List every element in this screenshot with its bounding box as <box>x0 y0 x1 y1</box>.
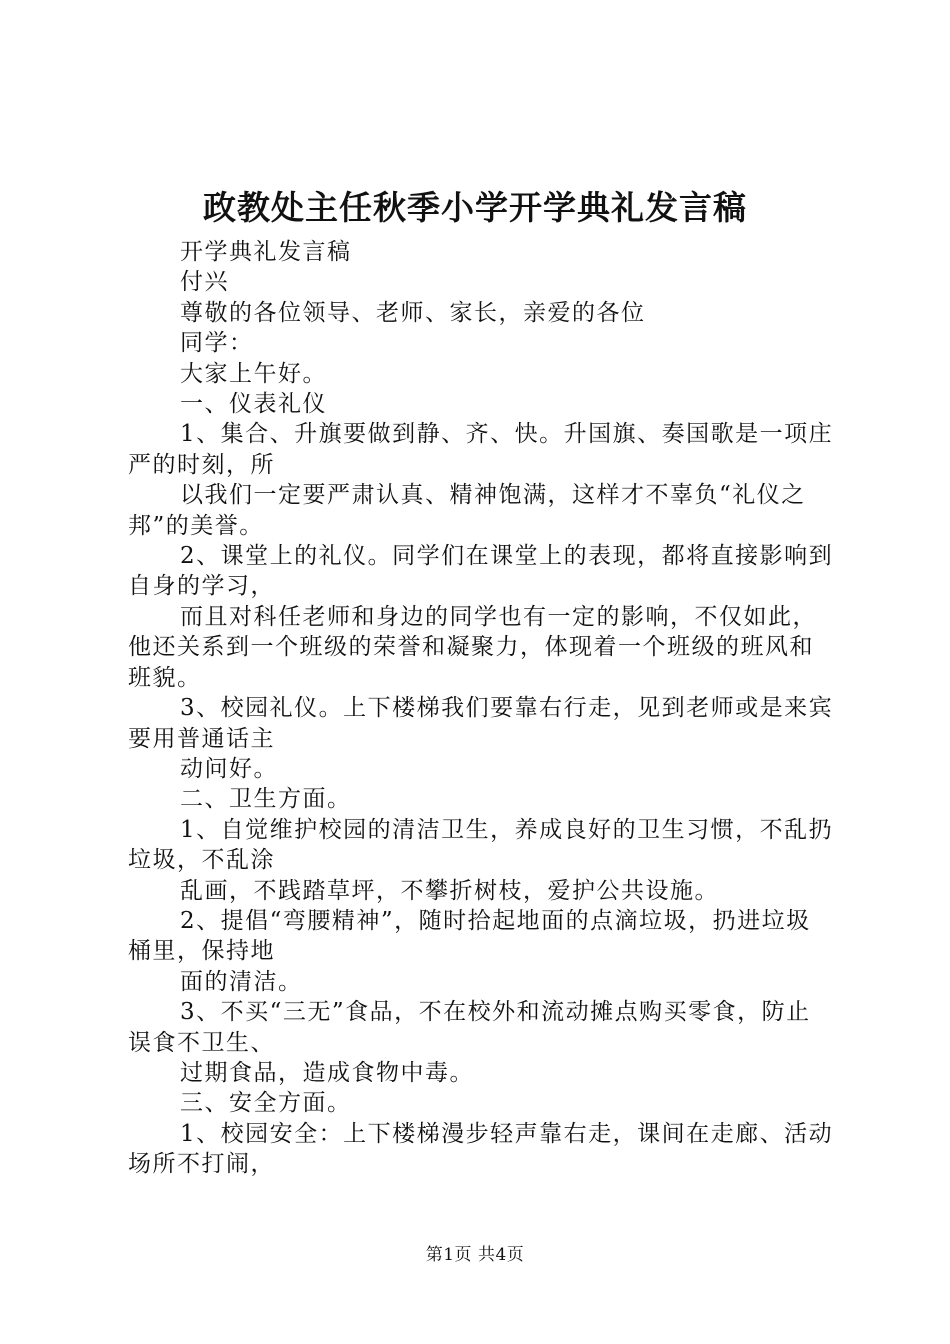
body-paragraph: 尊敬的各位领导、老师、家长，亲爱的各位 <box>180 299 646 326</box>
body-paragraph: 开学典礼发言稿 <box>180 239 352 265</box>
body-paragraph: 动问好。 <box>180 755 278 782</box>
body-paragraph: 面的清洁。 <box>180 968 303 995</box>
body-paragraph: 1、集合、升旗要做到静、齐、快。升国旗、奏国歌是一项庄严的时刻，所 <box>128 421 834 478</box>
body-paragraph: 3、不买“三无”食品，不在校外和流动摊点购买零食，防止误食不卫生、 <box>128 999 811 1056</box>
body-paragraph: 过期食品，造成食物中毒。 <box>180 1059 474 1086</box>
body-paragraph: 三、安全方面。 <box>180 1090 352 1117</box>
body-paragraph: 乱画，不践踏草坪，不攀折树枝，爱护公共设施。 <box>180 877 719 904</box>
body-paragraph: 大家上午好。 <box>180 360 327 387</box>
body-paragraph: 付兴 <box>180 269 229 296</box>
body-paragraph: 3、校园礼仪。上下楼梯我们要靠右行走，见到老师或是来宾要用普通话主 <box>128 695 834 752</box>
body-paragraph: 以我们一定要严肃认真、精神饱满，这样才不辜负“礼仪之邦”的美誉。 <box>128 482 806 539</box>
document-body <box>128 237 834 1180</box>
body-paragraph: 1、自觉维护校园的清洁卫生，养成良好的卫生习惯，不乱扔垃圾，不乱涂 <box>128 816 834 874</box>
body-paragraph: 2、提倡“弯腰精神”，随时拾起地面的点滴垃圾，扔进垃圾桶里，保持地 <box>128 907 811 965</box>
page-indicator: 第1页 共4页 <box>425 1245 525 1265</box>
body-paragraph: 而且对科任老师和身边的同学也有一定的影响，不仅如此，他还关系到一个班级的荣誉和凝聚力，体现着一个班级的班风和班貌。 <box>128 603 817 691</box>
body-paragraph: 一、仪表礼仪 <box>180 391 327 418</box>
body-paragraph: 二、卫生方面。 <box>180 786 352 813</box>
body-paragraph: 1、校园安全：上下楼梯漫步轻声靠右走，课间在走廊、活动场所不打闹， <box>128 1120 834 1178</box>
body-paragraph: 2、课堂上的礼仪。同学们在课堂上的表现，都将直接影响到自身的学习， <box>128 543 834 600</box>
document-title: 政教处主任秋季小学开学典礼发言稿 <box>203 188 747 227</box>
body-paragraph: 同学： <box>180 330 254 357</box>
